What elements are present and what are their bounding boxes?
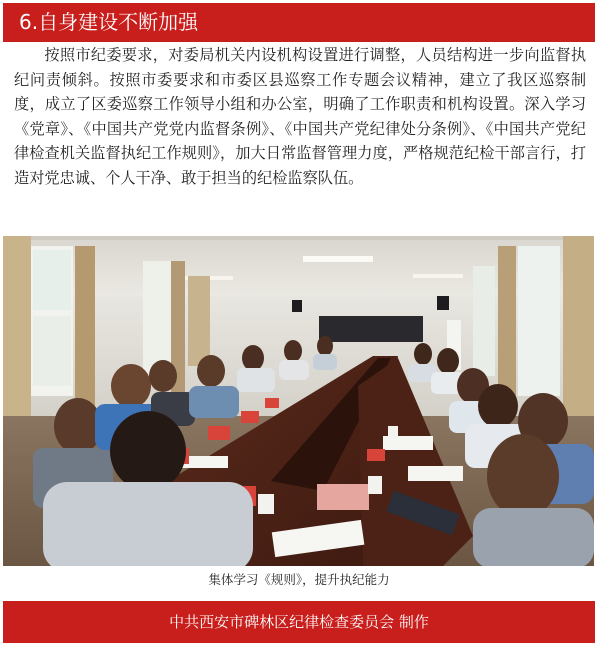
footer-text: 中共西安市碑林区纪律检查委员会 制作 [169, 613, 429, 631]
meeting-photo [3, 236, 594, 566]
footer-bar [3, 601, 595, 643]
article-paragraph: 按照市纪委要求，对委局机关内设机构设置进行调整，人员结构进一步向监督执纪问责倾斜。按照市委要求和市委区县巡察工作专题会议精神，建立了我区巡察制度，成立了区委巡察工作领导小组和办公室，明确了工作职责和机构设置。深入学习《党章》、《中国共产党党内监督条例》、《中国共产党纪律处分条例》、《中国共产党纪律检查机关监督执纪工作规则》，加大日常监督管理力度，严格规范纪检干部言行，打造对党忠诚、个人干净、敢于担当的纪检监察队伍。 [14, 46, 586, 187]
photo-caption: 集体学习《规则》，提升执纪能力 [208, 572, 390, 587]
section-title: 6.自身建设不断加强 [19, 10, 199, 34]
meeting-photo-illustration [3, 236, 594, 566]
section-title-bar [3, 3, 595, 42]
